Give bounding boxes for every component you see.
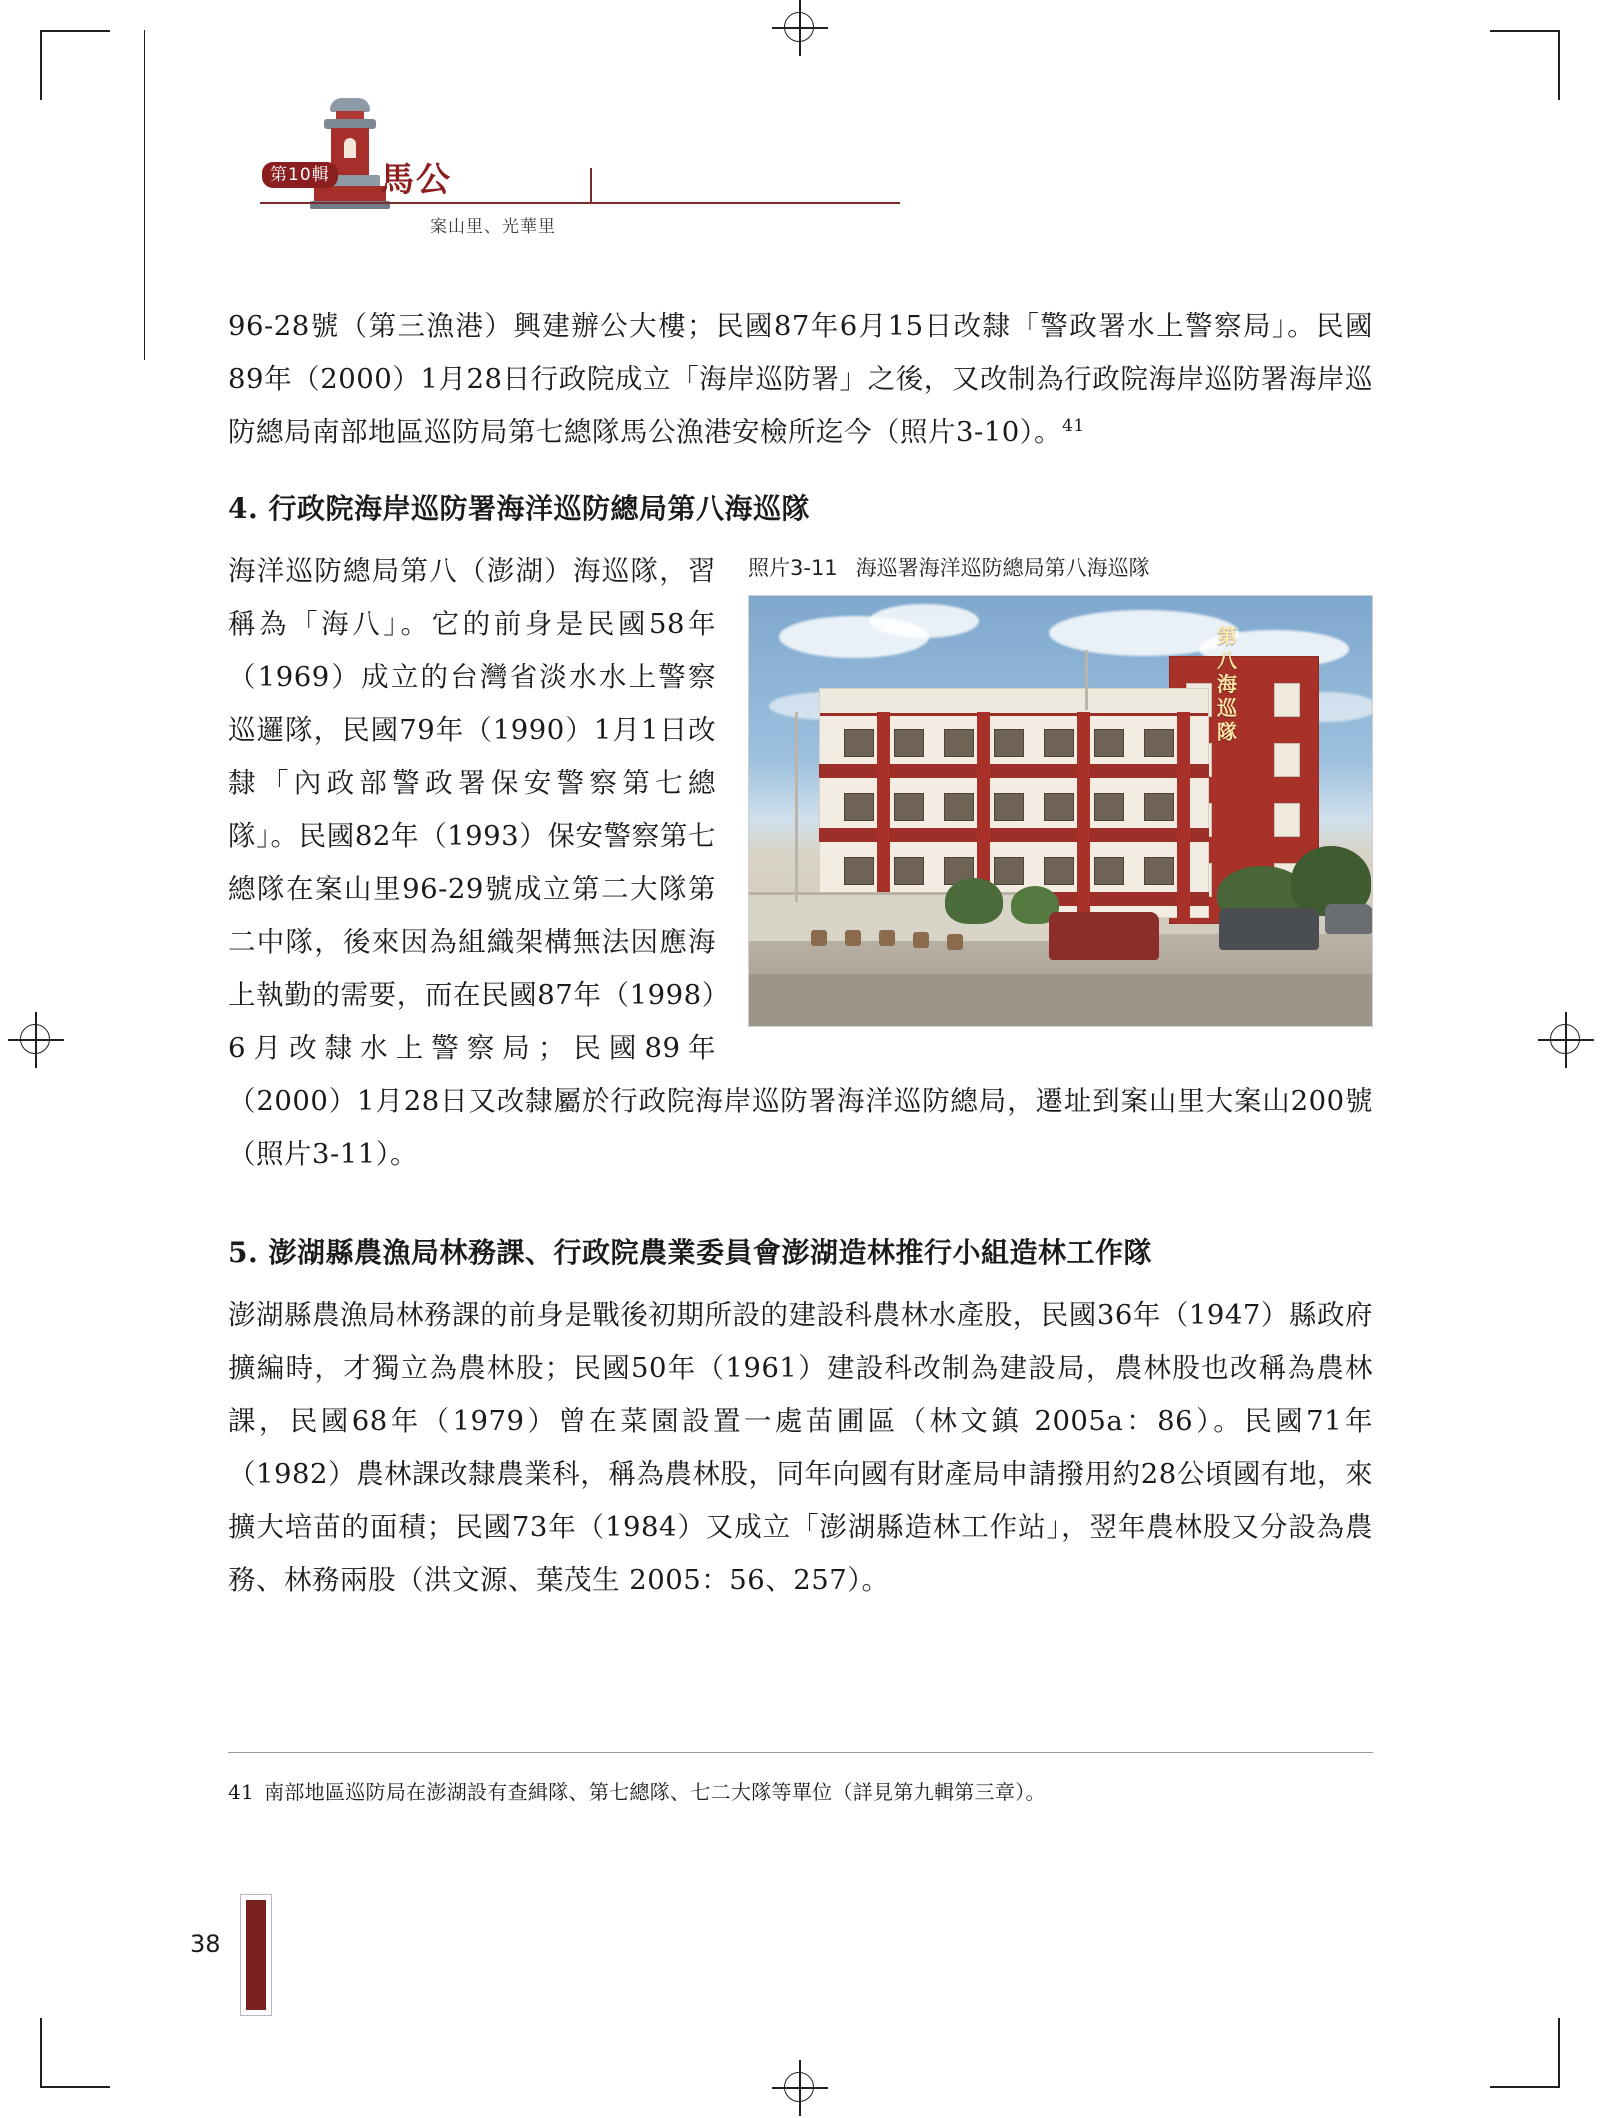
section-heading-5: 5. 澎湖縣農漁局林務課、行政院農業委員會澎湖造林推行小組造林工作隊 [228, 1236, 1152, 1269]
photo-building-sign: 第八海巡隊 [1217, 624, 1237, 744]
chapter-badge: 第10輯 [262, 162, 338, 188]
header-subtitle: 案山里、光華里 [430, 217, 556, 237]
paragraph-2: 海洋巡防總局第八（澎湖）海巡隊，習稱為「海八」。它的前身是民國58年（1969）成立的台灣省淡水水上警察巡邏隊，民國79年（1990）1月1日改隸「內政部警政署保安警察第七總隊」。民國82年（1993）保安警察第七總隊在案山里96-29號成立第二大隊第二中隊，後來因為組織架構無法因應海上執勤的需要，而在民國87年（1998）6月改隸水上警察局；民國89年（2000）1月28日又改隸屬於行政院海岸巡防署海洋巡防總局，遷址到案山里大案山200號（照片3-11）。 [228, 555, 1373, 1170]
photo-image [748, 595, 1373, 1027]
lighthouse-icon [310, 98, 390, 208]
footnote-marker: 41 [1062, 415, 1085, 436]
page-number: 38 [190, 1930, 221, 1958]
paragraph-1 [228, 300, 1373, 459]
registration-mark-top [772, 0, 828, 56]
footnote-text: 南部地區巡防局在澎湖設有查緝隊、第七總隊、七二大隊等單位（詳見第九輯第三章）。 [264, 1780, 1046, 1804]
crop-mark-bottom-right [1490, 2018, 1560, 2088]
section-heading-4: 4. 行政院海岸巡防署海洋巡防總局第八海巡隊 [228, 492, 810, 525]
photo-tree [945, 878, 1003, 924]
figure-caption [748, 551, 1373, 585]
photo-car-red [1049, 912, 1159, 960]
footnote-number: 41 [228, 1780, 255, 1804]
header-vertical-rule [590, 168, 592, 204]
footnote [228, 1776, 1373, 1808]
photo-car-far [1325, 904, 1373, 934]
registration-mark-left [8, 1012, 64, 1068]
photo-car-dark [1219, 908, 1319, 950]
page-marker [246, 1900, 266, 2010]
paragraph-1-text: 96-28號（第三漁港）興建辦公大樓；民國87年6月15日改隸「警政署水上警察局」。民國89年（2000）1月28日行政院成立「海岸巡防署」之後，又改制為行政院海岸巡防署海岸巡防總局南部地區巡防局第七總隊馬公漁港安檢所迄今（照片3-10）。 [228, 310, 1373, 448]
crop-mark-bottom-left [40, 2018, 110, 2088]
photo-wall [749, 892, 1049, 941]
page-header [150, 90, 750, 237]
figure-photo-3-11 [748, 551, 1373, 1027]
registration-mark-bottom [772, 2060, 828, 2116]
crop-mark-top-right [1490, 30, 1560, 100]
photo-road [749, 974, 1372, 1026]
crop-mark-top-left [40, 30, 110, 100]
header-rule [260, 202, 900, 204]
bleed-guide-left [144, 30, 145, 360]
paragraph-3: 澎湖縣農漁局林務課的前身是戰後初期所設的建設科農林水產股，民國36年（1947）縣政府擴編時，才獨立為農林股；民國50年（1961）建設科改制為建設局，農林股也改稱為農林課，民國68年（1979）曾在菜園設置一處苗圃區（林文鎮 2005a：86）。民國71年（1982）農林課改隸農業科，稱為農林股，同年向國有財產局申請撥用約28公頃國有地，來擴大培苗的面積；民國73年（1984）又成立「澎湖縣造林工作站」，翌年農林股又分設為農務、林務兩股（洪文源、葉茂生 2005：56、257）。 [228, 1299, 1373, 1596]
page-content [228, 300, 1373, 1629]
registration-mark-right [1538, 1012, 1594, 1068]
chapter-title: 馬公 [380, 160, 452, 200]
figure-number: 照片3-11 [748, 556, 838, 580]
figure-caption-text: 海巡署海洋巡防總局第八海巡隊 [855, 556, 1150, 580]
footnote-rule [228, 1752, 1373, 1753]
